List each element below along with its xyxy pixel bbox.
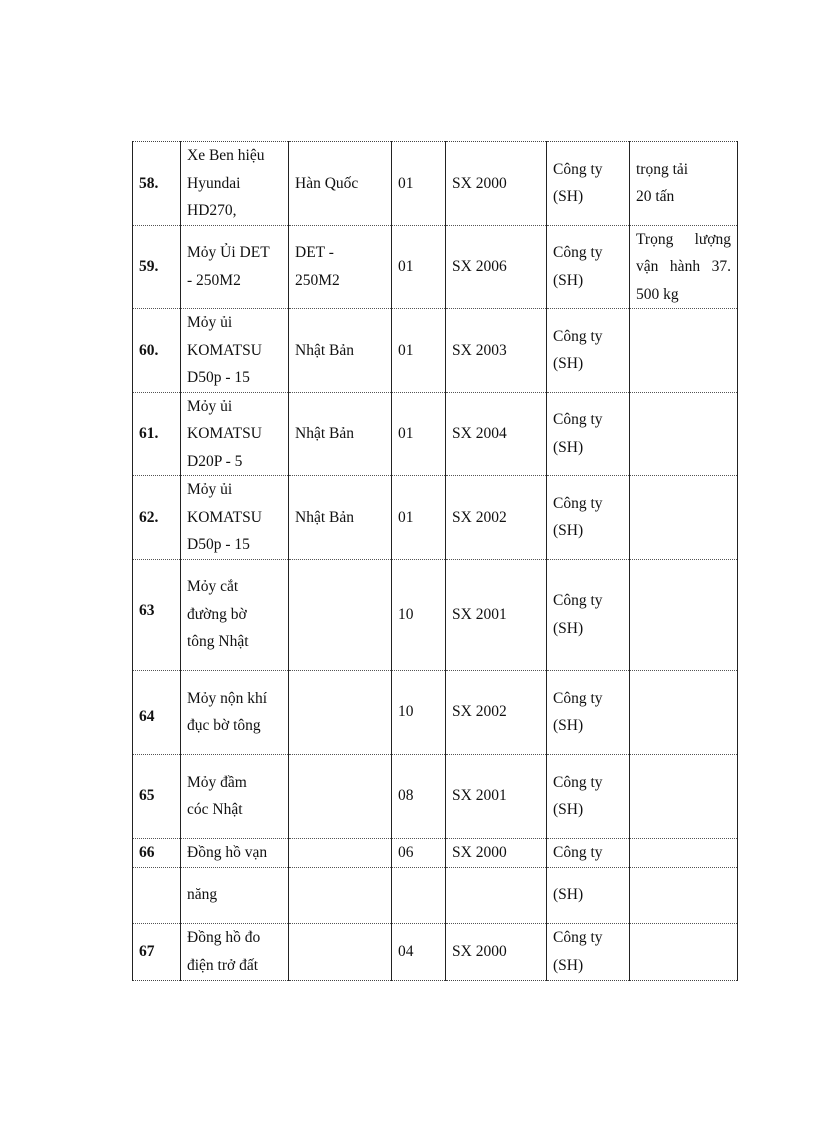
- ownership: Công ty (SH): [547, 923, 630, 980]
- manufacture-year: SX 2002: [446, 670, 547, 754]
- note: [630, 867, 738, 923]
- equipment-name: Xe Ben hiệu Hyundai HD270,: [181, 142, 289, 226]
- row-number: 64: [133, 670, 181, 754]
- ownership: Công ty (SH): [547, 392, 630, 476]
- equipment-name: năng: [181, 867, 289, 923]
- origin: Nhật Bản: [289, 476, 392, 560]
- ownership: Công ty (SH): [547, 225, 630, 309]
- ownership: Công ty (SH): [547, 754, 630, 838]
- manufacture-year: SX 2000: [446, 923, 547, 980]
- table-row: [133, 670, 738, 754]
- origin: Nhật Bản: [289, 392, 392, 476]
- row-number: 66: [133, 838, 181, 867]
- manufacture-year: SX 2004: [446, 392, 547, 476]
- ownership: Công ty: [547, 838, 630, 867]
- equipment-name: Đồng hồ vạn: [181, 838, 289, 867]
- table-row: [133, 867, 738, 923]
- manufacture-year: SX 2001: [446, 559, 547, 670]
- equipment-name: Mỏy cắt đường bờ tông Nhật: [181, 559, 289, 670]
- row-number: 61.: [133, 392, 181, 476]
- origin: Hàn Quốc: [289, 142, 392, 226]
- origin: [289, 867, 392, 923]
- quantity: 10: [392, 670, 446, 754]
- row-number: 65: [133, 754, 181, 838]
- equipment-name: Mỏy Ủi DET - 250M2: [181, 225, 289, 309]
- note: trọng tải 20 tấn: [630, 142, 738, 226]
- origin: Nhật Bản: [289, 309, 392, 393]
- quantity: [392, 867, 446, 923]
- table-row: [133, 559, 738, 670]
- row-number: 62.: [133, 476, 181, 560]
- ownership: (SH): [547, 867, 630, 923]
- table-row: [133, 476, 738, 560]
- note: [630, 754, 738, 838]
- equipment-name: Đồng hồ đo điện trở đất: [181, 923, 289, 980]
- quantity: 01: [392, 476, 446, 560]
- manufacture-year: SX 2001: [446, 754, 547, 838]
- origin: [289, 923, 392, 980]
- note: [630, 923, 738, 980]
- manufacture-year: [446, 867, 547, 923]
- table-row: [133, 309, 738, 393]
- manufacture-year: SX 2000: [446, 142, 547, 226]
- quantity: 10: [392, 559, 446, 670]
- ownership: Công ty (SH): [547, 142, 630, 226]
- row-number: 67: [133, 923, 181, 980]
- table-row: [133, 754, 738, 838]
- origin: [289, 559, 392, 670]
- quantity: 01: [392, 142, 446, 226]
- equipment-name: Mỏy ủi KOMATSU D50p - 15: [181, 476, 289, 560]
- row-number: 58.: [133, 142, 181, 226]
- table-row: [133, 923, 738, 980]
- quantity: 04: [392, 923, 446, 980]
- ownership: Công ty (SH): [547, 476, 630, 560]
- origin: DET - 250M2: [289, 225, 392, 309]
- table-row: [133, 225, 738, 309]
- equipment-name: Mỏy nộn khí đục bờ tông: [181, 670, 289, 754]
- row-number: 60.: [133, 309, 181, 393]
- quantity: 01: [392, 225, 446, 309]
- note: [630, 309, 738, 393]
- table-row: [133, 392, 738, 476]
- note: [630, 670, 738, 754]
- note: [630, 476, 738, 560]
- equipment-name: Mỏy ủi KOMATSU D50p - 15: [181, 309, 289, 393]
- table-row: [133, 838, 738, 867]
- note: Trọng lượng vận hành 37. 500 kg: [630, 225, 738, 309]
- table-row: [133, 142, 738, 226]
- row-number: 63: [133, 559, 181, 670]
- equipment-table: [132, 141, 738, 981]
- quantity: 08: [392, 754, 446, 838]
- note: [630, 392, 738, 476]
- quantity: 01: [392, 309, 446, 393]
- row-number: [133, 867, 181, 923]
- quantity: 01: [392, 392, 446, 476]
- manufacture-year: SX 2002: [446, 476, 547, 560]
- quantity: 06: [392, 838, 446, 867]
- note: [630, 559, 738, 670]
- equipment-name: Mỏy ủi KOMATSU D20P - 5: [181, 392, 289, 476]
- manufacture-year: SX 2003: [446, 309, 547, 393]
- manufacture-year: SX 2000: [446, 838, 547, 867]
- equipment-name: Mỏy đầm cóc Nhật: [181, 754, 289, 838]
- origin: [289, 670, 392, 754]
- ownership: Công ty (SH): [547, 309, 630, 393]
- note: [630, 838, 738, 867]
- ownership: Công ty (SH): [547, 670, 630, 754]
- row-number: 59.: [133, 225, 181, 309]
- manufacture-year: SX 2006: [446, 225, 547, 309]
- origin: [289, 838, 392, 867]
- origin: [289, 754, 392, 838]
- ownership: Công ty (SH): [547, 559, 630, 670]
